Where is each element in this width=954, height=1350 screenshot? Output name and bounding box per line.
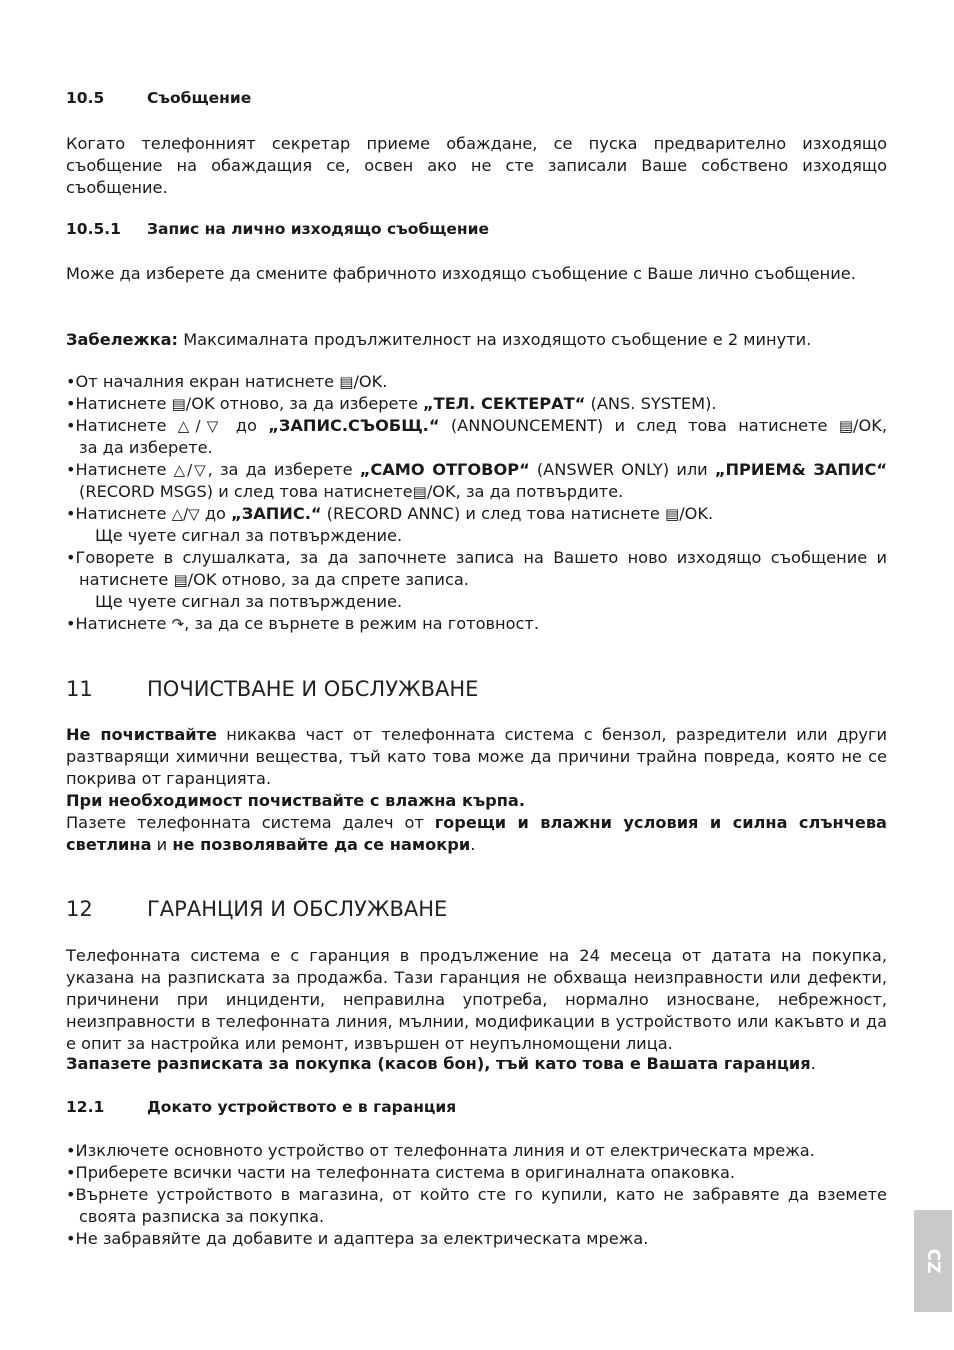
heading-10-5-1 (66, 220, 489, 238)
list-item-text: •Натиснете (66, 460, 174, 479)
section-title: Запис на лично изходящо съобщение (147, 220, 489, 238)
list-item-text: /OK. (679, 504, 714, 523)
up-down-arrows-icon: △/▽ (173, 461, 208, 479)
list-item-continuation: за да изберете. (79, 438, 213, 457)
list-item-text: , за да се върнете в режим на готовност. (184, 614, 539, 633)
list-item-text: (ANNOUNCEMENT) и след това натиснете (439, 416, 839, 435)
list-item: •Изключете основното устройство от телефонната линия и от електрическата мрежа. (66, 1141, 815, 1160)
heading-12 (66, 897, 447, 921)
list-item-text: •Натиснете (66, 394, 172, 413)
list-item-text: до (224, 416, 269, 435)
list-item-text: •Натиснете (66, 504, 172, 523)
list-item (66, 415, 887, 437)
section-number: 10.5 (66, 89, 105, 107)
paragraph-text: и (151, 835, 173, 854)
list-item-text: (RECORD ANNC) и след това натиснете (321, 504, 666, 523)
list-item: •Приберете всички части на телефонната система в оригиналната опаковка. (66, 1163, 736, 1182)
emphasis: горещи и влажни условия и силна слънчева светлина (66, 813, 887, 854)
up-down-arrows-icon: △/▽ (171, 505, 200, 523)
list-item: •Върнете устройството в магазина, от който сте го купили, като не забравяте да вземете (66, 1185, 887, 1204)
paragraph-text: никаква част от телефонната система с бензол, разредители или други разтварящи химични вещества, тъй като това може да причини трайна повреда, която не се покрива от гаранцията. (66, 725, 887, 788)
paragraph (66, 812, 887, 856)
section-title: Съобщение (147, 89, 252, 107)
list-item-continuation (79, 569, 469, 591)
list-item-text: /OK отново, за да спрете записа. (187, 570, 469, 589)
up-down-arrows-icon: △/▽ (177, 417, 225, 435)
emphasis: не позволявайте да се намокри (172, 835, 471, 854)
note-text: Максималната продължителност на изходящото съобщение е 2 минути. (178, 330, 812, 349)
emphasis: Не почиствайте (66, 725, 217, 744)
section-title: ПОЧИСТВАНЕ И ОБСЛУЖВАНЕ (147, 677, 479, 701)
list-item-continuation: Ще чуете сигнал за потвърждение. (95, 592, 403, 611)
paragraph: Когато телефонният секретар приеме обаждане, се пуска предварително изходящо съобщение на обаждащия се, освен ако не сте записали Ваше собствено изходящо съобщение. (66, 134, 887, 197)
menu-ok-icon: ▤ (171, 395, 186, 413)
language-side-tab (914, 1210, 952, 1312)
list-item-text: /OK, за да потвърдите. (426, 482, 624, 501)
list-item-text: натиснете (79, 570, 174, 589)
section-title: ГАРАНЦИЯ И ОБСЛУЖВАНЕ (147, 897, 448, 921)
list-item-text: •Натиснете (66, 416, 178, 435)
heading-11 (66, 677, 478, 701)
paragraph-text: . (470, 835, 476, 854)
list-item-text: /OK, (853, 416, 888, 435)
menu-ok-icon: ▤ (339, 373, 354, 391)
paragraph: Телефонната система е с гаранция в продължение на 24 месеца от датата на покупка, указана на разписката за продажба. Тази гаранция не обхваща неизправности или дефекти, причинени при инциденти, неправилна употреба, нормално износване, небрежност, неизправности в телефонната линия, мълнии, модификации в устройството или какъвто и да е опит за настройка или ремонт, извършен от неупълномощени лица. (66, 946, 887, 1053)
menu-option: „ЗАПИС.СЪОБЩ.“ (268, 416, 440, 435)
section-title: Докато устройството е в гаранция (147, 1098, 457, 1116)
menu-option: „ПРИЕМ& ЗАПИС“ (714, 460, 887, 479)
list-item (66, 371, 387, 393)
list-item (66, 503, 713, 525)
paragraph-text: . (810, 1054, 816, 1073)
section-number: 11 (66, 677, 93, 701)
section-number: 12.1 (66, 1098, 105, 1116)
list-item-continuation (79, 481, 623, 503)
list-item-text: , за да изберете (207, 460, 360, 479)
paragraph-text: Пазете телефонната система далеч от (66, 813, 435, 832)
list-item (66, 393, 717, 415)
menu-option: „САМО ОТГОВОР“ (359, 460, 530, 479)
list-item-text: (ANSWER ONLY) или (529, 460, 715, 479)
menu-ok-icon: ▤ (173, 571, 188, 589)
paragraph-bold (66, 1053, 816, 1075)
menu-ok-icon: ▤ (412, 483, 427, 501)
paragraph: Може да изберете да смените фабричното изходящо съобщение с Ваше лично съобщение. (66, 264, 856, 283)
list-item (66, 613, 539, 635)
list-item (66, 459, 887, 481)
menu-ok-icon: ▤ (665, 505, 680, 523)
list-item-text: (RECORD MSGS) и след това натиснете (79, 482, 413, 501)
list-item-text: /OK отново, за да изберете (185, 394, 424, 413)
list-item-text: до (199, 504, 232, 523)
end-call-icon: ↷ (171, 615, 185, 633)
paragraph-bold (66, 790, 525, 812)
emphasis: При необходимост почиствайте с влажна кърпа. (66, 791, 525, 810)
menu-option: „ТЕЛ. СЕКТЕРАТ“ (423, 394, 586, 413)
section-number: 10.5.1 (66, 220, 121, 238)
menu-option: „ЗАПИС.“ (231, 504, 322, 523)
note (66, 329, 811, 351)
note-label: Забележка: (66, 330, 179, 349)
section-number: 12 (66, 897, 93, 921)
list-item-text: •Натиснете (66, 614, 172, 633)
list-item: •Говорете в слушалката, за да започнете записа на Вашето ново изходящо съобщение и (66, 548, 887, 567)
language-tab-label: CZ (923, 1248, 943, 1274)
heading-10-5 (66, 89, 251, 107)
list-item-text: •От началния екран натиснете (66, 372, 340, 391)
heading-12-1 (66, 1098, 456, 1116)
list-item-continuation: своята разписка за покупка. (79, 1207, 325, 1226)
list-item-text: (ANS. SYSTEM). (585, 394, 717, 413)
list-item: •Не забравяйте да добавите и адаптера за електрическата мрежа. (66, 1229, 649, 1248)
menu-ok-icon: ▤ (838, 417, 854, 435)
list-item-text: /OK. (353, 372, 388, 391)
list-item-continuation: Ще чуете сигнал за потвърждение. (95, 526, 403, 545)
emphasis: Запазете разписката за покупка (касов бон), тъй като това е Вашата гаранция (66, 1054, 811, 1073)
paragraph (66, 724, 887, 790)
